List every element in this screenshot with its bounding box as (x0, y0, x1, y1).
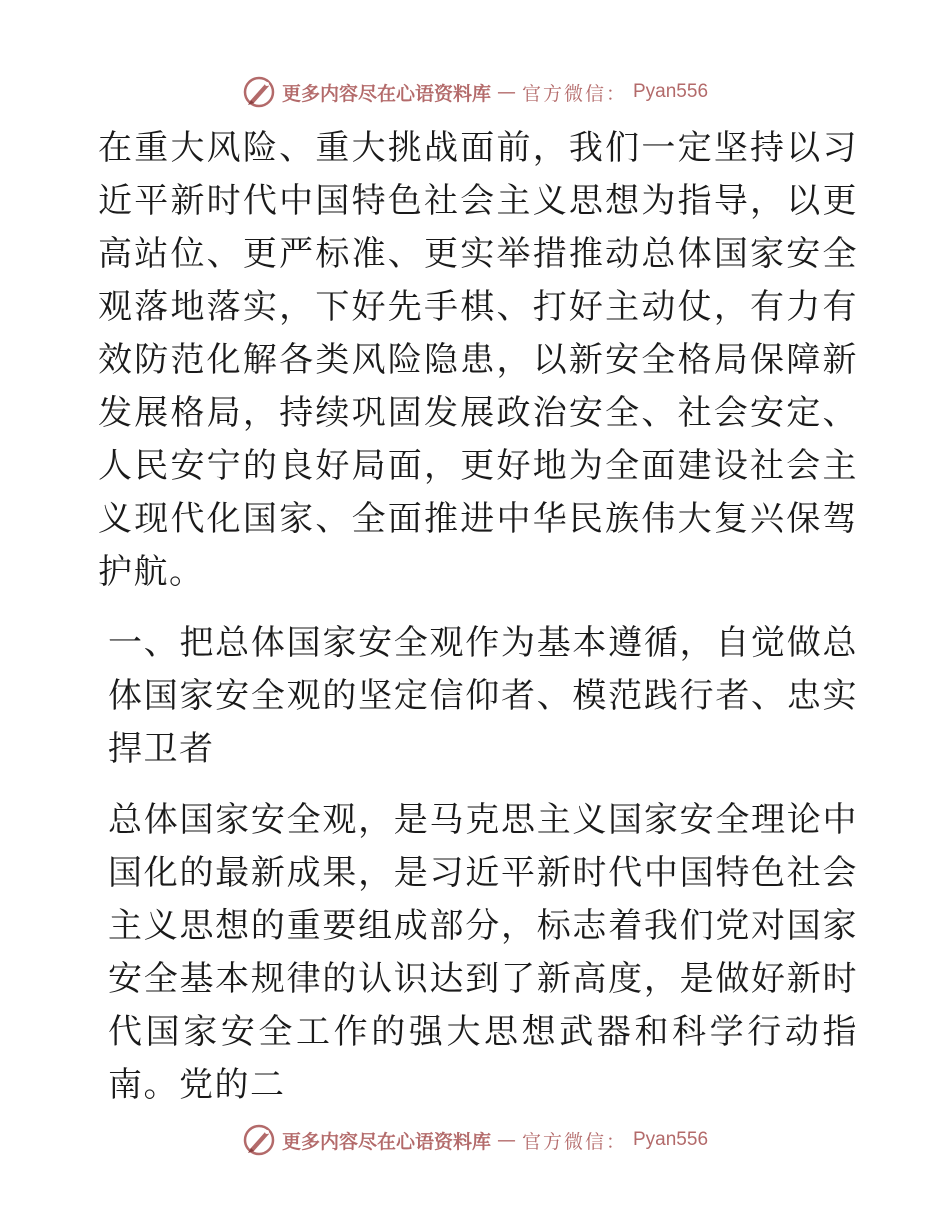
watermark-official-label: 官方微信： (521, 1130, 627, 1153)
watermark-wechat-id: Pyan556 (633, 1129, 709, 1150)
watermark-brand-text: 更多内容尽在心语资料库 (281, 82, 491, 105)
body-paragraph: 在重大风险、重大挑战面前，我们一定坚持以习近平新时代中国特色社会主义思想为指导，以更高站位、更严标准、更实举措推动总体国家安全观落地落实，下好先手棋、打好主动仗，有力有效防范化解各类风险隐患，以新安全格局保障新发展格局，持续巩固发展政治安全、社会安定、人民安宁的良好局面，更好地为全面建设社会主义现代化国家、全面推进中华民族伟大复兴保驾护航。 (98, 128, 858, 592)
header-watermark (0, 72, 950, 112)
document-body (98, 122, 858, 1112)
watermark-official-label: 官方微信： (521, 82, 627, 105)
watermark-separator: — (496, 81, 516, 103)
quill-pen-logo-icon (242, 75, 276, 109)
body-paragraph: 总体国家安全观，是马克思主义国家安全理论中国化的最新成果，是习近平新时代中国特色社会主义思想的重要组成部分，标志着我们党对国家安全基本规律的认识达到了新高度，是做好新时代国家安全工作的强大思想武器和科学行动指南。党的二 (108, 800, 858, 1105)
watermark-separator: — (496, 1129, 516, 1151)
watermark-brand-text: 更多内容尽在心语资料库 (281, 1130, 491, 1153)
section-heading: 一、把总体国家安全观作为基本遵循，自觉做总体国家安全观的坚定信仰者、模范践行者、忠实捍卫者 (108, 623, 858, 769)
quill-pen-logo-icon (242, 1123, 276, 1157)
watermark-wechat-id: Pyan556 (633, 81, 709, 102)
footer-watermark (0, 1120, 950, 1160)
